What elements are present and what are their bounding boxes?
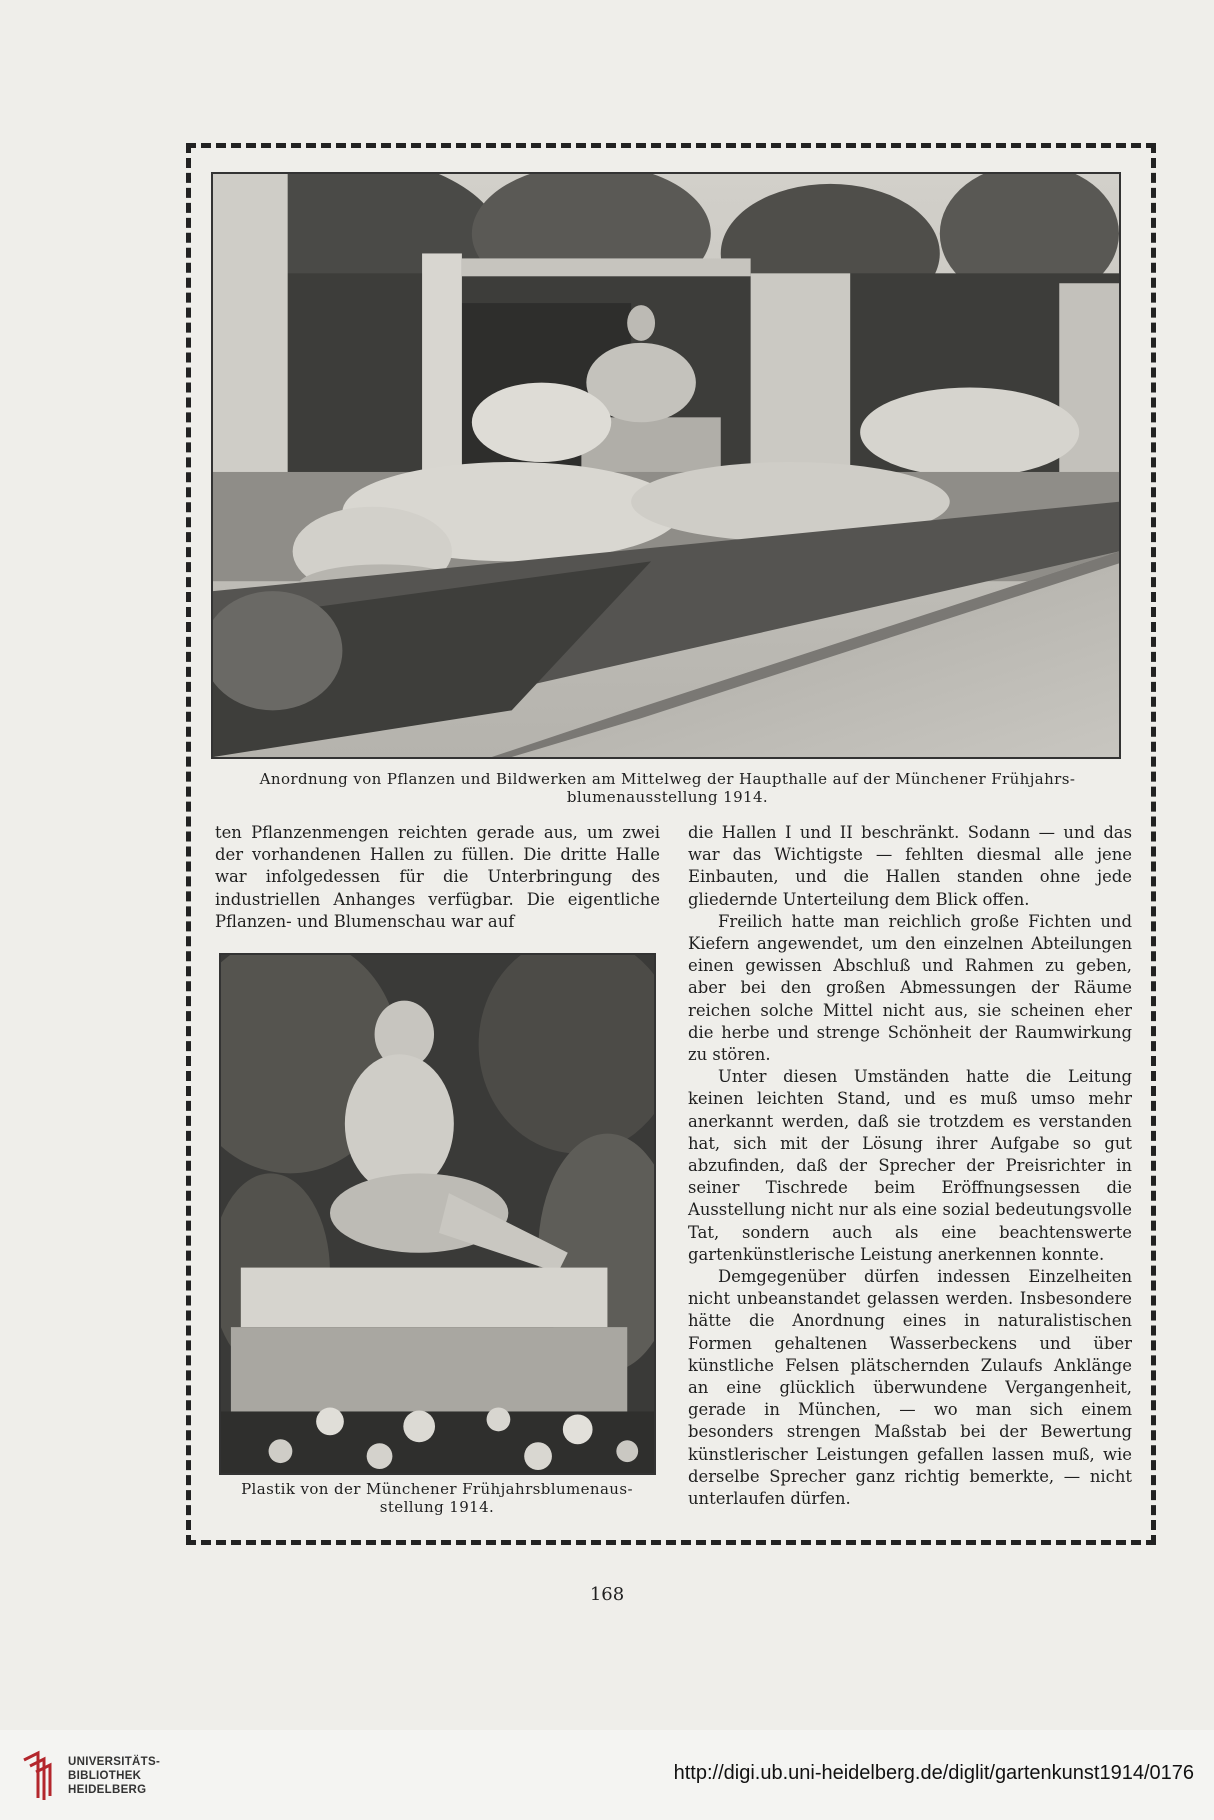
right-paragraph-1: die Hallen I und II beschränkt. Sodann — und das war das Wichtigste — fehlten diesmal alle jene Einbauten, und die Hallen standen ohne jede gliedernde Unterteilung dem Blick offen.	[688, 823, 1132, 909]
sculpture-photo	[219, 953, 656, 1475]
source-url-link[interactable]: http://digi.ub.uni-heidelberg.de/diglit/gartenkunst1914/0176	[673, 1762, 1194, 1784]
garden-photo	[211, 172, 1121, 759]
page-number: 168	[589, 1584, 625, 1605]
library-name-line-3: HEIDELBERG	[68, 1784, 147, 1796]
library-name-line-2: BIBLIOTHEK	[68, 1770, 142, 1782]
library-name	[68, 1755, 160, 1797]
right-paragraph-4: Demgegenüber dürfen indessen Einzelheiten nicht unbeanstandet gelassen werden. Insbesondere hätte die Anordnung eines in naturalistischen Formen gehaltenen Wasserbeckens und über künstliche Felsen plätschernden Zulaufs Anklänge an eine glücklich überwundene Vergangenheit, gerade in München, — wo man sich einem besonders strengen Maßstab bei der Bewertung künstlerischer Leistungen gefallen lassen muß, wie derselbe Sprecher ganz richtig bemerkte, — nicht unterlaufen dürfen.	[688, 1267, 1132, 1509]
left-column-text	[215, 822, 660, 933]
right-column-text	[688, 822, 1132, 1510]
figure-caption-garden: Anordnung von Pflanzen und Bildwerken am Mittelweg der Haupthalle auf der Münchener Frühjahrs-blumenausstellung 1914.	[259, 770, 1076, 806]
university-library-logo-icon	[20, 1750, 56, 1802]
library-name-line-1: UNIVERSITÄTS-	[68, 1756, 161, 1768]
left-paragraph-1: ten Pflanzenmengen reichten gerade aus, um zwei der vorhandenen Hallen zu füllen. Die dritte Halle war infolgedessen für die Unterbringung des industriellen Anhanges verfügbar. Die eigentliche Pflanzen- und Blumenschau war auf	[215, 823, 660, 931]
right-paragraph-3: Unter diesen Umständen hatte die Leitung keinen leichten Stand, und es muß umso mehr anerkannt werden, daß sie trotzdem es verstanden hat, sich mit der Lösung ihrer Aufgabe so gut abzufinden, daß der Sprecher der Preisrichter in seiner Tischrede beim Eröffnungsessen die Ausstellung nicht nur als eine sozial bedeutungsvolle Tat, sondern auch als eine beachtenswerte gartenkünstlerische Leistung anerkennen konnte.	[688, 1067, 1132, 1264]
right-paragraph-2: Freilich hatte man reichlich große Fichten und Kiefern angewendet, um den einzelnen Abteilungen einen gewissen Abschluß und Rahmen zu geben, aber bei den großen Abmessungen der Räume reichen solche Mittel nicht aus, sie scheinen eher die herbe und strenge Schönheit der Raumwirkung zu stören.	[688, 911, 1132, 1065]
figure-caption-sculpture: Plastik von der Münchener Frühjahrsblumenaus-stellung 1914.	[241, 1480, 633, 1516]
